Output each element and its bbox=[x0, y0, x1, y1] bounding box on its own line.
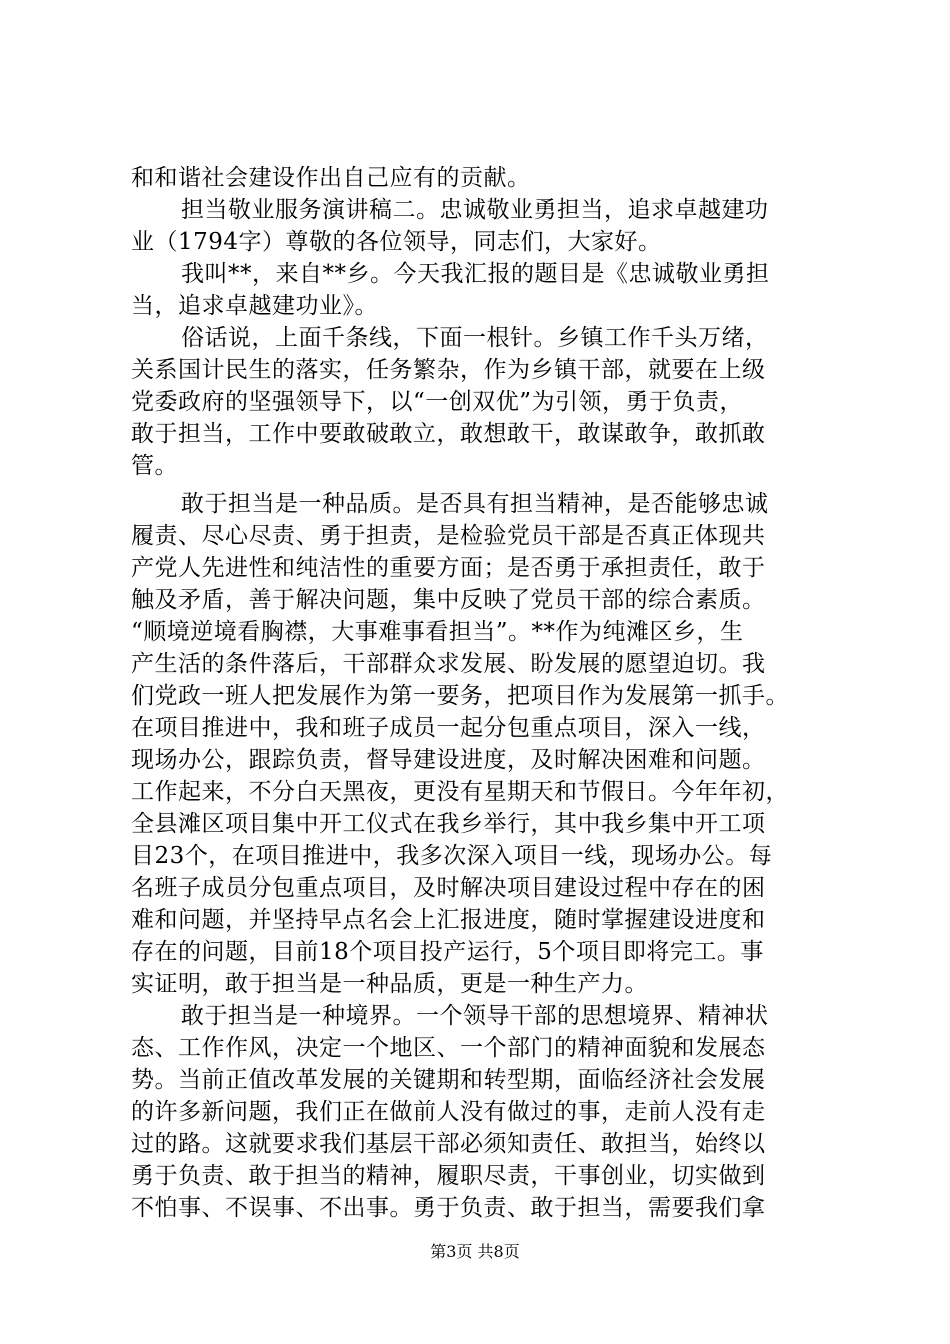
paragraph-start-line: 敢于担当是一种境界。一个领导干部的思想境界、精神状 bbox=[181, 1003, 769, 1029]
text-line: 名班子成员分包重点项目，及时解决项目建设过程中存在的困 bbox=[131, 875, 766, 901]
text-line: 党委政府的坚强领导下，以“一创双优”为引领，勇于负责， bbox=[131, 389, 744, 415]
text-line: 过的路。这就要求我们基层干部必须知责任、敢担当，始终以 bbox=[131, 1131, 766, 1157]
text-line: 勇于负责、敢于担当的精神，履职尽责，干事创业，切实做到 bbox=[131, 1163, 766, 1189]
text-line: 产党人先进性和纯洁性的重要方面；是否勇于承担责任，敢于 bbox=[131, 555, 766, 581]
text-line: 目23个，在项目推进中，我多次深入项目一线，现场办公。每 bbox=[131, 843, 773, 869]
text-line: 和和谐社会建设作出自己应有的贡献。 bbox=[131, 165, 531, 191]
document-body bbox=[131, 162, 831, 1224]
text-line: 不怕事、不误事、不出事。勇于负责、敢于担当，需要我们拿 bbox=[131, 1195, 766, 1221]
text-line: 态、工作作风，决定一个地区、一个部门的精神面貌和发展态 bbox=[131, 1035, 766, 1061]
text-line: 履责、尽心尽责、勇于担责，是检验党员干部是否真正体现共 bbox=[131, 523, 766, 549]
paragraph-start-line: 俗话说，上面千条线，下面一根针。乡镇工作千头万绪， bbox=[181, 325, 769, 351]
text-line: “顺境逆境看胸襟，大事难事看担当”。**作为纯滩区乡，生 bbox=[131, 619, 744, 645]
text-line: 管。 bbox=[131, 453, 178, 479]
text-line: 实证明，敢于担当是一种品质，更是一种生产力。 bbox=[131, 971, 648, 997]
text-line: 难和问题，并坚持早点名会上汇报进度，随时掌握建设进度和 bbox=[131, 907, 766, 933]
text-line: 当，追求卓越建功业》。 bbox=[131, 293, 378, 319]
text-line: 触及矛盾，善于解决问题，集中反映了党员干部的综合素质。 bbox=[131, 587, 766, 613]
paragraph-start-line: 我叫**，来自**乡。今天我汇报的题目是《忠诚敬业勇担 bbox=[181, 261, 770, 287]
text-line: 的许多新问题，我们正在做前人没有做过的事，走前人没有走 bbox=[131, 1099, 766, 1125]
text-line: 全县滩区项目集中开工仪式在我乡举行，其中我乡集中开工项 bbox=[131, 811, 766, 837]
text-line: 业（1794字）尊敬的各位领导，同志们，大家好。 bbox=[131, 229, 662, 255]
text-line: 势。当前正值改革发展的关键期和转型期，面临经济社会发展 bbox=[131, 1067, 766, 1093]
text-line: 现场办公，跟踪负责，督导建设进度，及时解决困难和问题。 bbox=[131, 747, 766, 773]
page-footer bbox=[0, 1242, 950, 1262]
text-line: 关系国计民生的落实，任务繁杂，作为乡镇干部，就要在上级 bbox=[131, 357, 766, 383]
text-line: 们党政一班人把发展作为第一要务，把项目作为发展第一抓手。 bbox=[131, 683, 789, 709]
text-line: 存在的问题，目前18个项目投产运行，5个项目即将完工。事 bbox=[131, 939, 764, 965]
paragraph-start-line: 敢于担当是一种品质。是否具有担当精神，是否能够忠诚 bbox=[181, 491, 769, 517]
text-line: 工作起来，不分白天黑夜，更没有星期天和节假日。今年年初， bbox=[131, 779, 789, 805]
paragraph-start-line: 担当敬业服务演讲稿二。忠诚敬业勇担当，追求卓越建功 bbox=[181, 197, 769, 223]
text-line: 产生活的条件落后，干部群众求发展、盼发展的愿望迫切。我 bbox=[131, 651, 766, 677]
text-line: 敢于担当，工作中要敢破敢立，敢想敢干，敢谋敢争，敢抓敢 bbox=[131, 421, 766, 447]
page-number-info: 第3页 共8页 bbox=[430, 1242, 520, 1261]
text-line: 在项目推进中，我和班子成员一起分包重点项目，深入一线， bbox=[131, 715, 766, 741]
